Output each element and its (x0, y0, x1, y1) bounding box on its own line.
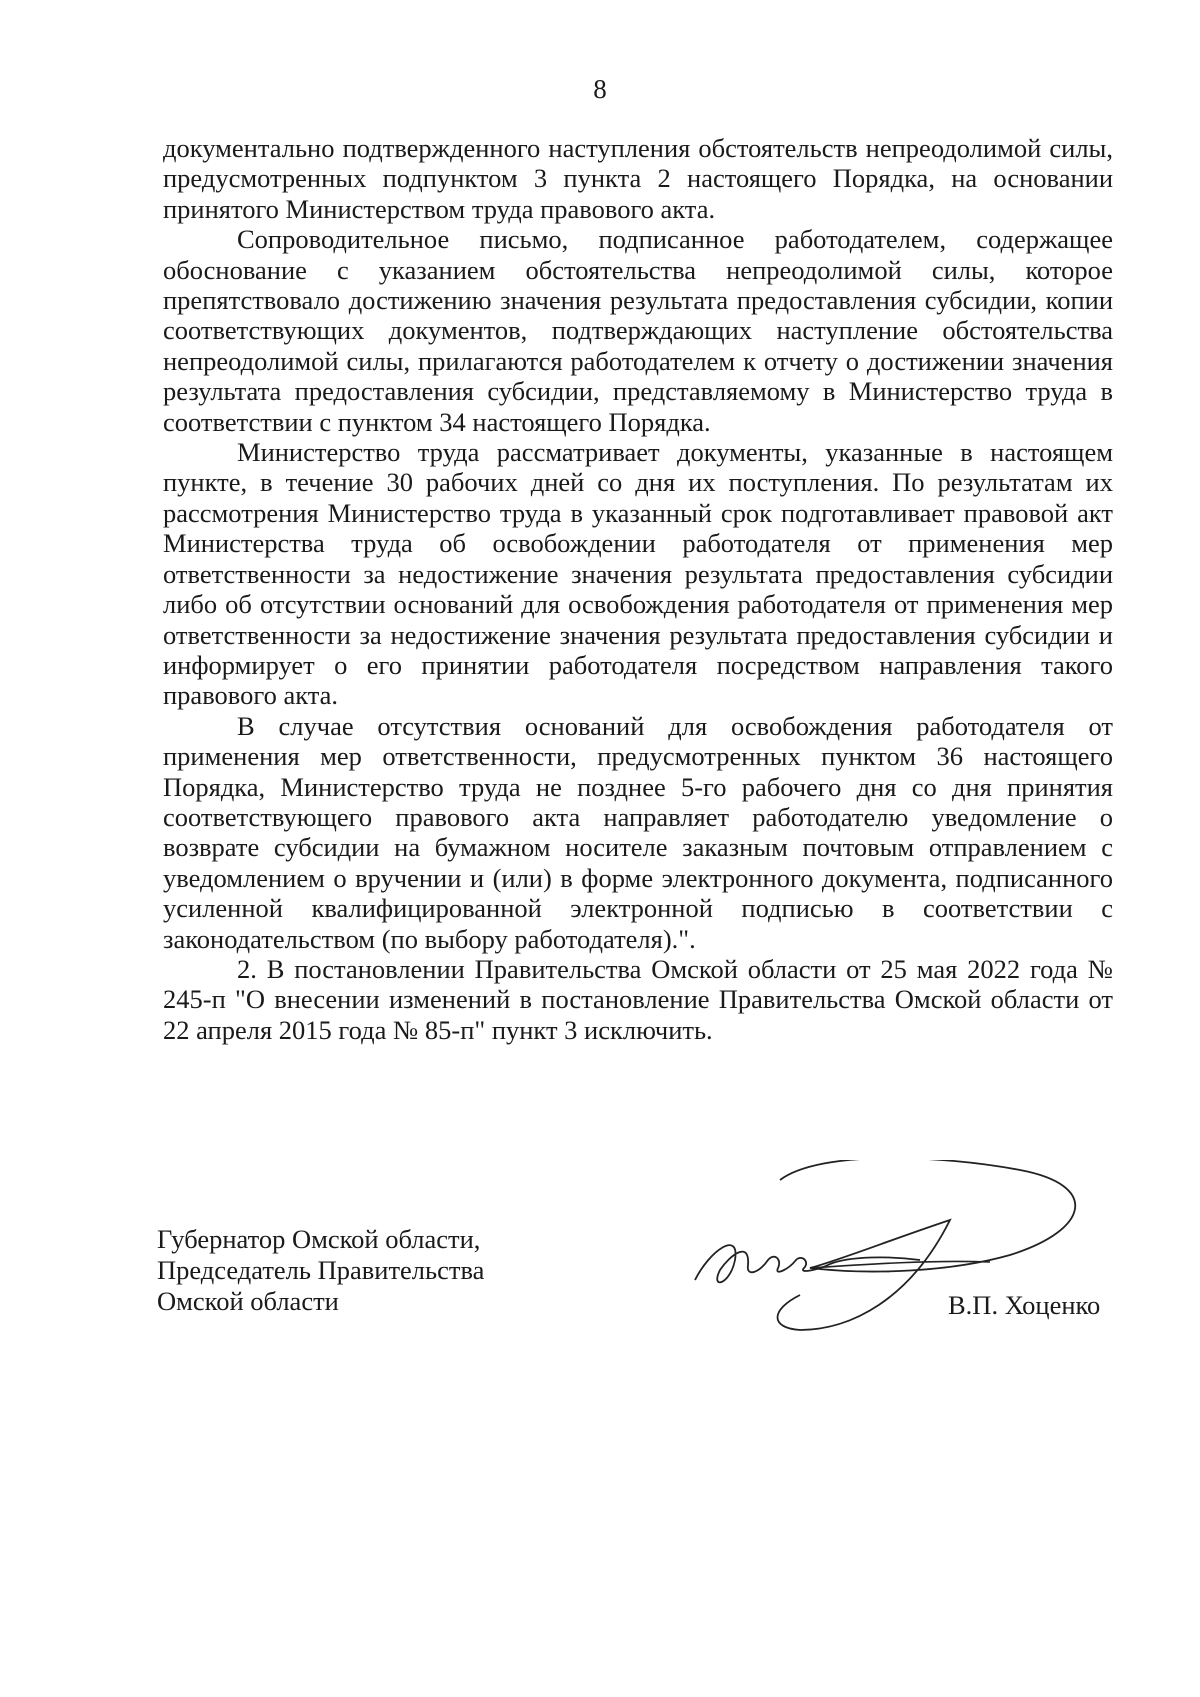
signatory-title-line: Председатель Правительства (157, 1255, 485, 1285)
paragraph-refund-notice: В случае отсутствия оснований для освобождения работодателя от применения мер ответственности, предусмотренных пунктом 36 настоящего Порядка, Министерство труда не позднее 5-го рабочего дня со дня принятия соответствующего правового акта направляет работодателю уведомление о возврате субсидии на бумажном носителе заказным почтовым отправлением с уведомлением о вручении и (или) в форме электронного документа, подписанного усиленной квалифицированной электронной подписью в соответствии с законодательством (по выбору работодателя).". (163, 710, 1113, 954)
handwritten-signature (690, 1160, 1130, 1350)
signatory-title-line: Губернатор Омской области, (157, 1224, 481, 1254)
paragraph-cover-letter: Сопроводительное письмо, подписанное работодателем, содержащее обоснование с указанием обстоятельства непреодолимой силы, которое препятствовало достижению значения результата предоставления субсидии, копии соответствующих документов, подтверждающих наступление обстоятельства непреодолимой силы, прилагаются работодателем к отчету о достижении значения результата предоставления субсидии, представляемому в Министерство труда в соответствии с пунктом 34 настоящего Порядка. (163, 224, 1113, 437)
signatory-title (157, 1224, 484, 1317)
signatory-name: В.П. Хоценко (948, 1290, 1101, 1320)
document-body (163, 133, 1113, 1045)
page-number: 8 (593, 74, 607, 104)
paragraph-amendment: 2. В постановлении Правительства Омской области от 25 мая 2022 года № 245-п "О внесении изменений в постановление Правительства Омской области от 22 апреля 2015 года № 85-п" пункт 3 исключить. (163, 953, 1113, 1045)
paragraph-ministry-review: Министерство труда рассматривает документы, указанные в настоящем пункте, в течение 30 рабочих дней со дня их поступления. По результатам их рассмотрения Министерство труда в указанный срок подготавливает правовой акт Министерства труда об освобождении работодателя от применения мер ответственности за недостижение значения результата предоставления субсидии либо об отсутствии оснований для освобождения работодателя от применения мер ответственности за недостижение значения результата предоставления субсидии и информирует о его принятии работодателя посредством направления такого правового акта. (163, 437, 1113, 711)
signatory-title-line: Омской области (157, 1286, 339, 1316)
paragraph-continuation: документально подтвержденного наступления обстоятельств непреодолимой силы, предусмотренных подпунктом 3 пункта 2 настоящего Порядка, на основании принятого Министерством труда правового акта. (163, 133, 1113, 224)
